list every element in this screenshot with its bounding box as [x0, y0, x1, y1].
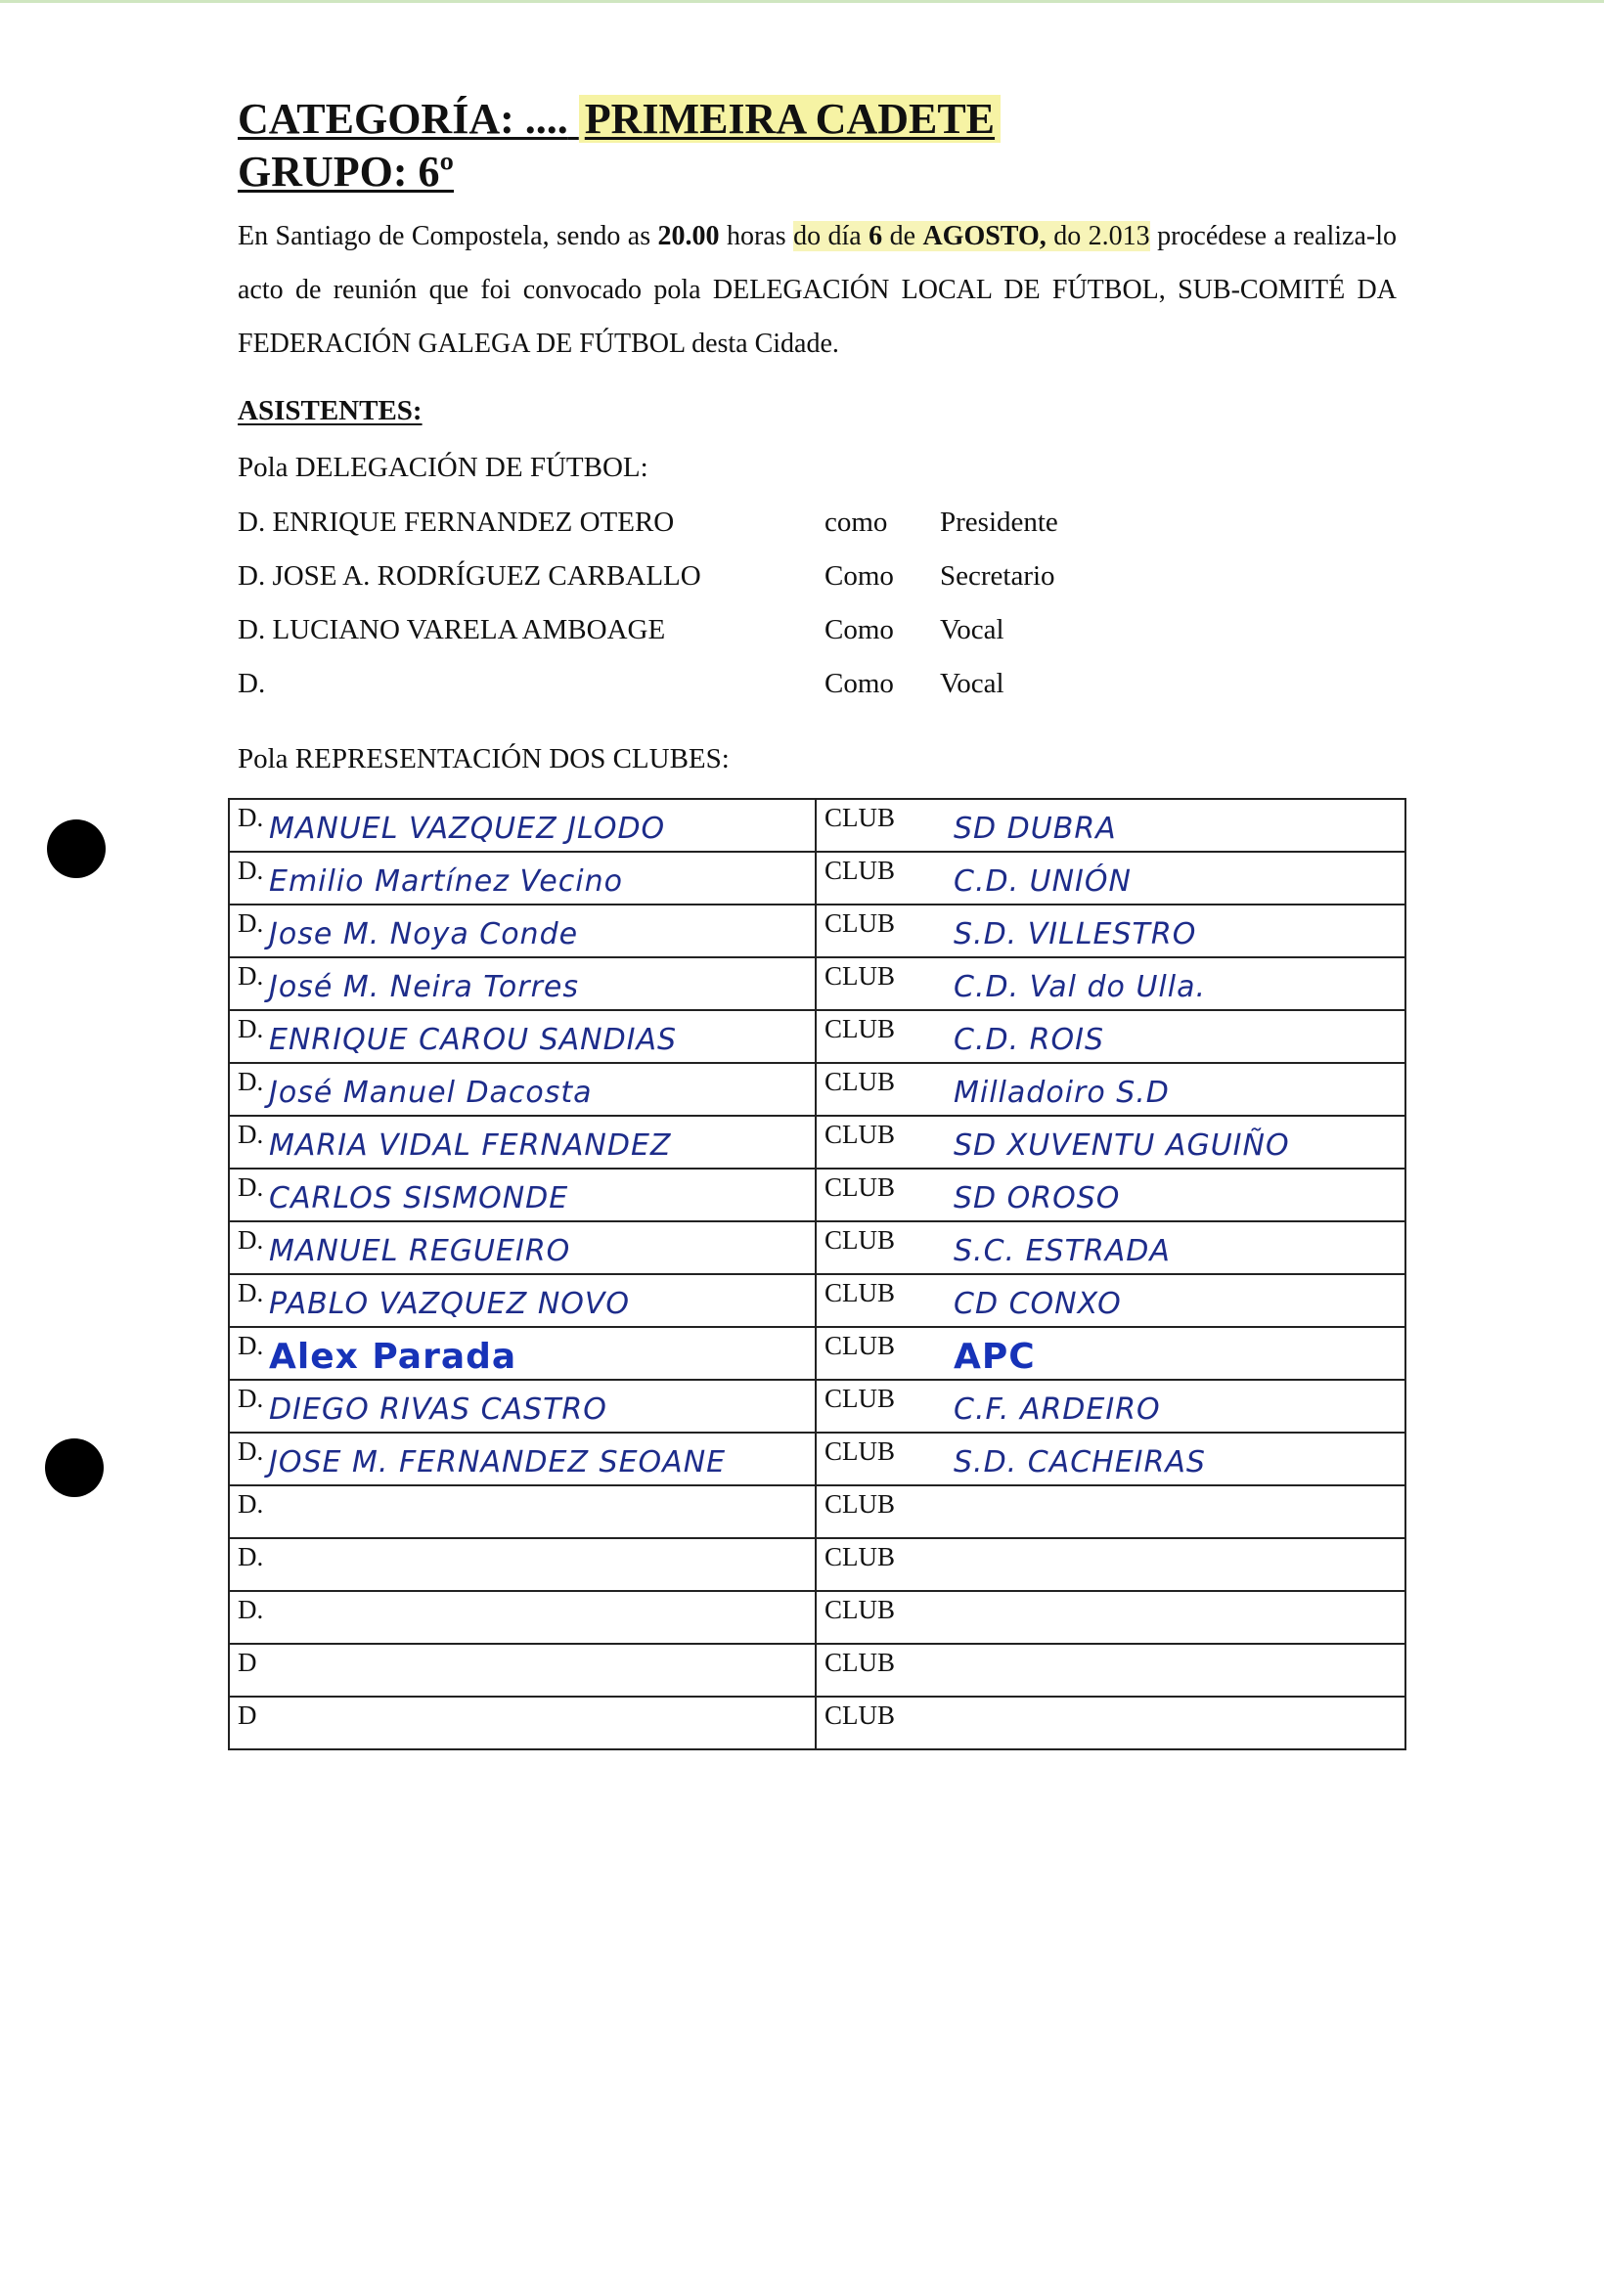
official-role: Presidente [940, 507, 1058, 538]
club-label: CLUB [824, 1067, 896, 1096]
official-role: Vocal [940, 668, 1004, 699]
representative-cell [229, 905, 816, 957]
club-cell [816, 1169, 1405, 1221]
table-row [229, 1327, 1405, 1380]
representative-name: MANUEL VAZQUEZ JLODO [269, 812, 666, 846]
clubs-table [228, 798, 1406, 1750]
official-como: como [824, 507, 888, 538]
delegacion-label: Pola DELEGACIÓN DE FÚTBOL: [238, 452, 648, 483]
table-row [229, 1063, 1405, 1116]
representative-cell [229, 1591, 816, 1644]
official-como: Como [824, 560, 894, 592]
representative-name: Jose M. Noya Conde [269, 917, 579, 951]
club-label: CLUB [824, 961, 896, 991]
table-row [229, 1274, 1405, 1327]
club-label: CLUB [824, 1384, 896, 1413]
club-cell [816, 1116, 1405, 1169]
d-label: D. [238, 1014, 264, 1043]
club-label: CLUB [824, 1172, 896, 1202]
table-row [229, 1380, 1405, 1433]
representative-cell [229, 957, 816, 1010]
club-cell [816, 957, 1405, 1010]
d-label: D. [238, 1120, 264, 1149]
club-cell [816, 1327, 1405, 1380]
representative-cell [229, 1010, 816, 1063]
representative-cell [229, 1538, 816, 1591]
club-name: C.D. ROIS [954, 1023, 1105, 1057]
table-row [229, 905, 1405, 957]
club-label: CLUB [824, 803, 896, 832]
official-name: D. JOSE A. RODRÍGUEZ CARBALLO [238, 560, 701, 592]
club-name: S.D. CACHEIRAS [954, 1445, 1206, 1479]
club-name: SD DUBRA [954, 812, 1117, 846]
official-como: Como [824, 668, 894, 699]
table-row [229, 852, 1405, 905]
official-row [238, 560, 1216, 599]
d-label: D. [238, 1225, 264, 1255]
intro-paragraph [238, 209, 1397, 371]
club-cell [816, 1485, 1405, 1538]
representative-name: José M. Neira Torres [269, 970, 579, 1004]
club-cell [816, 1063, 1405, 1116]
scan-top-edge [0, 0, 1604, 3]
d-label: D. [238, 856, 264, 885]
table-row [229, 1433, 1405, 1485]
intro-part5: do 2.013 [1046, 221, 1150, 251]
table-row [229, 1697, 1405, 1749]
representative-name: MARIA VIDAL FERNANDEZ [269, 1128, 672, 1163]
d-label: D. [238, 908, 264, 938]
representative-cell [229, 1169, 816, 1221]
club-label: CLUB [824, 908, 896, 938]
club-label: CLUB [824, 1542, 896, 1571]
club-cell [816, 1697, 1405, 1749]
club-label: CLUB [824, 1648, 896, 1677]
club-cell [816, 905, 1405, 957]
club-label: CLUB [824, 1331, 896, 1360]
club-name: SD XUVENTU AGUIÑO [954, 1128, 1290, 1163]
official-row [238, 668, 1216, 707]
intro-part4: de [882, 221, 923, 251]
club-label: CLUB [824, 1120, 896, 1149]
d-label: D. [238, 1384, 264, 1413]
club-name: C.D. UNIÓN [954, 864, 1132, 899]
asistentes-heading: ASISTENTES: [238, 395, 423, 426]
representative-cell [229, 1327, 816, 1380]
representative-cell [229, 1433, 816, 1485]
table-row [229, 799, 1405, 852]
table-row [229, 1221, 1405, 1274]
d-label: D. [238, 1595, 264, 1624]
representative-name: ENRIQUE CAROU SANDIAS [269, 1023, 678, 1057]
representative-cell [229, 1063, 816, 1116]
club-label: CLUB [824, 1595, 896, 1624]
club-label: CLUB [824, 1225, 896, 1255]
representative-name: DIEGO RIVAS CASTRO [269, 1392, 607, 1427]
official-role: Secretario [940, 560, 1055, 592]
club-cell [816, 1433, 1405, 1485]
official-name: D. LUCIANO VARELA AMBOAGE [238, 614, 666, 645]
representative-name: PABLO VAZQUEZ NOVO [269, 1287, 631, 1321]
club-name: SD OROSO [954, 1181, 1121, 1215]
club-label: CLUB [824, 1489, 896, 1519]
representative-cell [229, 1644, 816, 1697]
d-label: D [238, 1648, 257, 1677]
official-name: D. ENRIQUE FERNANDEZ OTERO [238, 507, 675, 538]
d-label: D. [238, 803, 264, 832]
categoria-label: CATEGORÍA: .... [238, 95, 568, 143]
intro-day: 6 [869, 221, 883, 251]
intro-hora: 20.00 [657, 221, 720, 251]
club-name: APC [954, 1337, 1036, 1377]
official-como: Como [824, 614, 894, 645]
d-label: D. [238, 1172, 264, 1202]
punch-hole-top [47, 819, 106, 878]
club-label: CLUB [824, 1278, 896, 1307]
club-name: S.D. VILLESTRO [954, 917, 1197, 951]
club-name: Milladoiro S.D [954, 1076, 1170, 1110]
representative-cell [229, 1116, 816, 1169]
club-name: C.D. Val do Ulla. [954, 970, 1206, 1004]
table-row [229, 957, 1405, 1010]
club-label: CLUB [824, 1700, 896, 1730]
table-row [229, 1010, 1405, 1063]
punch-hole-bottom [45, 1438, 104, 1497]
table-row [229, 1169, 1405, 1221]
club-cell [816, 1591, 1405, 1644]
club-name: CD CONXO [954, 1287, 1122, 1321]
d-label: D. [238, 1489, 264, 1519]
club-cell [816, 1274, 1405, 1327]
representative-name: José Manuel Dacosta [269, 1076, 593, 1110]
clubs-table-body [229, 799, 1405, 1749]
club-cell [816, 799, 1405, 852]
representative-cell [229, 1697, 816, 1749]
club-label: CLUB [824, 1014, 896, 1043]
d-label: D. [238, 961, 264, 991]
representative-cell [229, 1274, 816, 1327]
categoria-value: PRIMEIRA CADETE [579, 95, 1001, 143]
table-row [229, 1538, 1405, 1591]
club-cell [816, 1221, 1405, 1274]
club-cell [816, 1010, 1405, 1063]
d-label: D. [238, 1278, 264, 1307]
table-row [229, 1644, 1405, 1697]
club-name: S.C. ESTRADA [954, 1234, 1171, 1268]
d-label: D. [238, 1436, 264, 1466]
d-label: D. [238, 1542, 264, 1571]
club-name: C.F. ARDEIRO [954, 1392, 1161, 1427]
intro-date-highlight [793, 221, 1150, 251]
representative-name: CARLOS SISMONDE [269, 1181, 569, 1215]
d-label: D [238, 1700, 257, 1730]
representative-cell [229, 1221, 816, 1274]
representative-cell [229, 799, 816, 852]
intro-month: AGOSTO, [922, 221, 1047, 251]
club-cell [816, 1538, 1405, 1591]
table-row [229, 1485, 1405, 1538]
categoria-heading [238, 94, 1001, 145]
d-label: D. [238, 1067, 264, 1096]
club-cell [816, 1644, 1405, 1697]
intro-part2: horas [719, 221, 794, 251]
representative-cell [229, 1380, 816, 1433]
official-role: Vocal [940, 614, 1004, 645]
table-row [229, 1116, 1405, 1169]
club-label: CLUB [824, 856, 896, 885]
intro-part1: En Santiago de Compostela, sendo as [238, 221, 658, 251]
clubes-label: Pola REPRESENTACIÓN DOS CLUBES: [238, 743, 730, 774]
representative-name: Emilio Martínez Vecino [269, 864, 623, 899]
club-cell [816, 852, 1405, 905]
representative-name: JOSE M. FERNANDEZ SEOANE [269, 1445, 727, 1479]
intro-part6: procédese a realiza-lo acto de reunión que foi convocado pola DELEGACIÓN LOCAL DE FÚTBOL, SUB-COMITÉ DA FEDERACIÓN GALEGA DE FÚTBOL desta Cidade. [238, 221, 1397, 359]
d-label: D. [238, 1331, 264, 1360]
grupo-heading: GRUPO: 6º [238, 148, 455, 196]
intro-part3: do día [793, 221, 869, 251]
club-cell [816, 1380, 1405, 1433]
representative-name: Alex Parada [269, 1337, 517, 1377]
club-label: CLUB [824, 1436, 896, 1466]
representative-cell [229, 852, 816, 905]
official-row [238, 614, 1216, 653]
official-name: D. [238, 668, 266, 699]
representative-name: MANUEL REGUEIRO [269, 1234, 571, 1268]
official-row [238, 507, 1216, 546]
table-row [229, 1591, 1405, 1644]
representative-cell [229, 1485, 816, 1538]
